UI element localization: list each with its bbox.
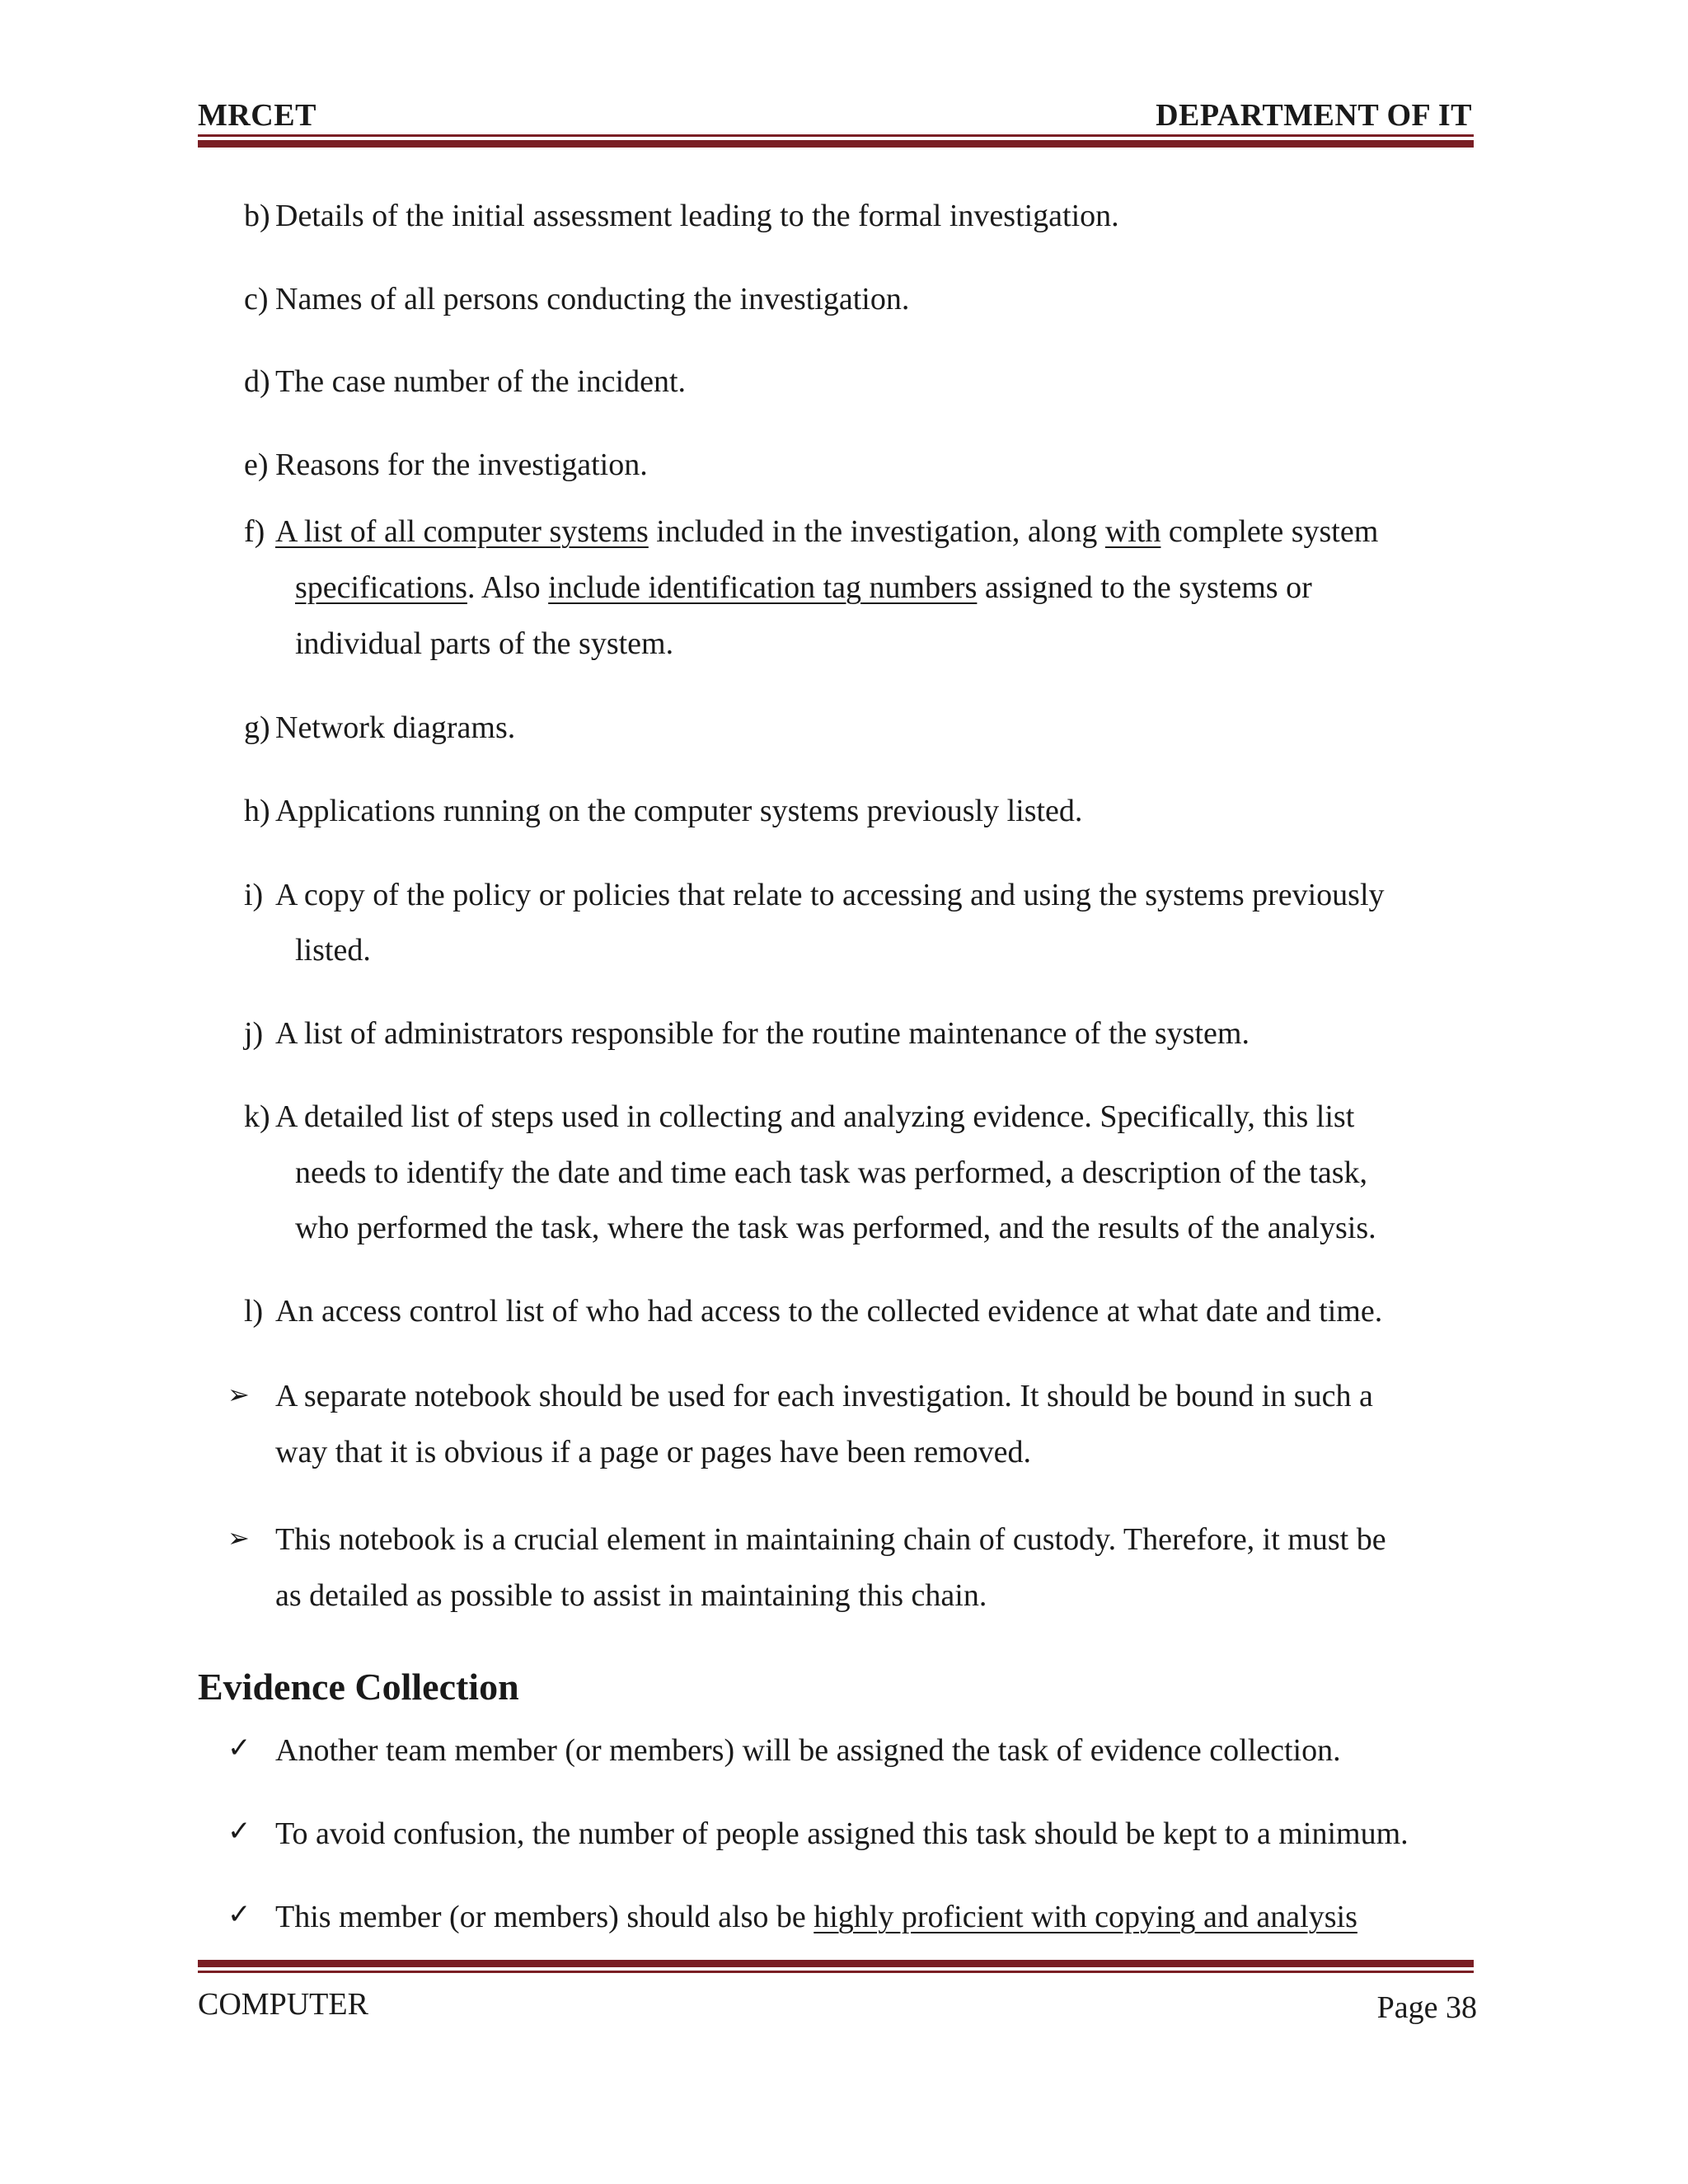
list-item-l: An access control list of who had access to the collected evidence at what date and time. [275, 1294, 1383, 1329]
section-title: Evidence Collection [198, 1666, 519, 1708]
list-marker-l: l) [244, 1294, 264, 1329]
underlined-phrase: with [1104, 514, 1161, 549]
list-marker-j: j) [244, 1016, 264, 1051]
underlined-phrase: highly proficient with copying and analysis [814, 1900, 1357, 1934]
underlined-phrase: A list of all computer systems [275, 514, 649, 549]
footer-rule-thick [198, 1960, 1474, 1967]
footer-page-number: Page 38 [1376, 1990, 1477, 2025]
list-item-h: Applications running on the computer systems previously listed. [275, 794, 1083, 828]
text-fragment: assigned to the systems or [977, 570, 1312, 605]
check-item: Another team member (or members) will be assigned the task of evidence collection. [275, 1733, 1341, 1768]
list-item-d: The case number of the incident. [275, 364, 687, 399]
list-item-k-line2: needs to identify the date and time each task was performed, a description of the task, [295, 1155, 1368, 1190]
list-item-g: Network diagrams. [275, 710, 516, 745]
list-marker-c: c) [244, 282, 269, 316]
text-fragment: complete system [1160, 514, 1379, 549]
bullet-paragraph-line: way that it is obvious if a page or pages have been removed. [275, 1435, 1031, 1469]
footer-subject: COMPUTER [198, 1987, 368, 2022]
list-item-k-line1: A detailed list of steps used in collecting and analyzing evidence. Specifically, this list [275, 1099, 1355, 1134]
list-item-k-line3: who performed the task, where the task was performed, and the results of the analysis. [295, 1211, 1376, 1245]
header-department: DEPARTMENT OF IT [1156, 98, 1472, 133]
list-item-f-line1 [275, 516, 1378, 547]
text-fragment: This member (or members) should also be [275, 1900, 814, 1934]
header-rule-thick [198, 140, 1474, 148]
list-item-f-line3: individual parts of the system. [295, 626, 674, 661]
header-institution: MRCET [198, 98, 316, 133]
arrow-bullet-icon: ➢ [227, 1522, 250, 1554]
check-icon: ✓ [227, 1732, 251, 1765]
list-marker-i: i) [244, 878, 264, 912]
list-marker-e: e) [244, 448, 269, 482]
bullet-paragraph-line: as detailed as possible to assist in maintaining this chain. [275, 1578, 987, 1613]
header-rule-thin [198, 134, 1474, 137]
underlined-phrase: specifications [295, 570, 467, 605]
list-marker-h: h) [244, 794, 270, 828]
list-item-j: A list of administrators responsible for the routine maintenance of the system. [275, 1016, 1250, 1051]
check-item: To avoid confusion, the number of people assigned this task should be kept to a minimum. [275, 1816, 1409, 1851]
list-marker-g: g) [244, 710, 270, 745]
arrow-bullet-icon: ➢ [227, 1379, 250, 1410]
check-icon: ✓ [227, 1815, 251, 1848]
underlined-phrase: include identification tag numbers [548, 570, 978, 605]
list-item-b: Details of the initial assessment leading to the formal investigation. [275, 199, 1119, 233]
bullet-paragraph-line: A separate notebook should be used for each investigation. It should be bound in such a [275, 1379, 1373, 1413]
text-fragment: included in the investigation, along [648, 514, 1105, 549]
list-item-i-line1: A copy of the policy or policies that relate to accessing and using the systems previously [275, 878, 1385, 912]
list-item-f-line2 [295, 572, 1312, 603]
list-marker-b: b) [244, 199, 270, 233]
text-fragment: . Also [467, 570, 549, 605]
bullet-paragraph-line: This notebook is a crucial element in maintaining chain of custody. Therefore, it must be [275, 1522, 1386, 1557]
list-item-i-line2: listed. [295, 933, 371, 968]
check-icon: ✓ [227, 1898, 251, 1931]
list-marker-d: d) [244, 364, 270, 399]
list-marker-k: k) [244, 1099, 270, 1134]
list-item-e: Reasons for the investigation. [275, 448, 648, 482]
list-item-c: Names of all persons conducting the investigation. [275, 282, 910, 316]
check-item [275, 1901, 1357, 1933]
list-marker-f: f) [244, 514, 265, 549]
footer-rule-thin [198, 1971, 1474, 1973]
